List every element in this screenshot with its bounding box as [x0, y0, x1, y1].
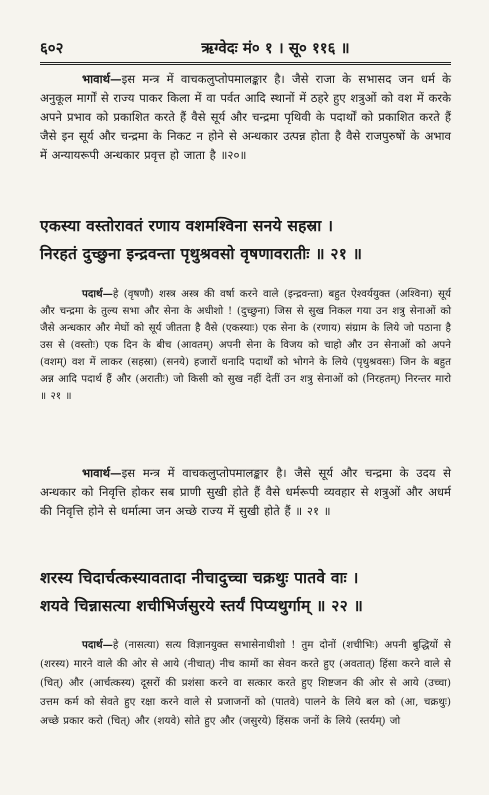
bhavartha-21: [40, 464, 451, 521]
bhavartha-20: [40, 70, 451, 165]
header-rule: [40, 62, 451, 65]
bhavartha-text: इस मन्त्र में वाचकलुप्तोपमालङ्कार है। जैसे सूर्य और चन्द्रमा के उदय से अन्धकार को निवृत्ति होकर सब प्राणी सुखी होते हैं वैसे धर्मरूपी व्यवहार से शत्रुओं और अधर्म की निवृत्ति होने से धर्मात्मा जन अच्छे राज्य में सुखी होते हैं ॥ २१ ॥: [40, 466, 451, 518]
padartha-label: पदार्थ—: [82, 288, 113, 300]
bhavartha-label: भावार्थ—: [82, 72, 122, 86]
mantra-21-line-2: निरहतं दुच्छुना इन्द्रवन्ता पृथुश्रवसो वृषणावरातीः ॥ २१ ॥: [40, 244, 363, 263]
padartha-21: [40, 286, 451, 405]
bhavartha-label: भावार्थ—: [82, 466, 122, 480]
running-title: ऋग्वेदः मं० १ । सू० ११६ ॥: [201, 39, 350, 57]
page-header: [40, 38, 451, 60]
mantra-21-line-1: एकस्या वस्तोरावतं रणाय वशमश्विना सनये सहस्रा ।: [40, 216, 334, 235]
bhavartha-text: इस मन्त्र में वाचकलुप्तोपमालङ्कार है। जैसे राजा के सभासद जन धर्म के अनुकूल मार्गों से राज्य पाकर किला में वा पर्वत आदि स्थानों में ठहरे हुए शत्रुओं को वश में करके अपने प्रभाव को प्रकाशित करते हैं वैसे सूर्य और चन्द्रमा पृथिवी के पदार्थों को प्रकाशित करते हैं जैसे इन सूर्य और चन्द्रमा के निकट न होने से अन्धकार उत्पन्न होता है वैसे राजपुरुषों के अभाव में अन्यायरूपी अन्धकार प्रवृत्त हो जाता है ॥२०॥: [40, 72, 451, 162]
page-number: ६०२: [40, 39, 64, 57]
padartha-22: [40, 636, 451, 731]
mantra-22-line-1: शरस्य चिदार्चत्कस्यावतादा नीचादुच्चा चक्रथुः पातवे वाः ।: [40, 568, 359, 587]
padartha-label: पदार्थ—: [82, 639, 113, 651]
padartha-text: हे (वृषणौ) शस्त्र अस्त्र की वर्षा करने वाले (इन्द्रवन्ता) बहुत ऐश्वर्ययुक्त (अश्विना) सूर्य और चन्द्रमा के तुल्य सभा और सेना के अधीशो ! (दुच्छुना) जिस से सुख निकल गया उन शत्रु सेनाओं को जैसे अन्धकार और मेघों को सूर्य जीतता है वैसे (एकस्याः) एक सेना के (रणाय) संग्राम के लिये जो पठाना है उस से (वस्तोः) एक दिन के बीच (आवतम्) अपनी सेना के विजय को चाहो और उन सेनाओं को अपने (वशम्) वश में लाकर (सहस्रा) (सनये) हजारों धनादि पदार्थों को भोगने के लिये (पृथुश्रवसः) जिन के बहुत अन्न आदि पदार्थ हैं और (अरातीः) जो किसी को सुख नहीं देतीं उन शत्रु सेनाओं को (निरहतम्) निरन्तर मारो ॥ २१ ॥: [40, 288, 451, 402]
padartha-text: हे (नासत्या) सत्य विज्ञानयुक्त सभासेनाधीशो ! तुम दोनों (शचीभिः) अपनी बुद्धियों से (शरस्य) मारने वाले की ओर से आये (नीचात्) नीच कामों का सेवन करते हुए (अवतात्) हिंसा करने वाले से (चित्) और (आर्चत्कस्य) दूसरों की प्रशंसा करने वा सत्कार करते हुए शिष्टजन की ओर से आये (उच्चा) उत्तम कर्म को सेवते हुए रक्षा करने वाले से प्रजाजनों को (पातवे) पालने के लिये बल को (आ, चक्रथुः) अच्छे प्रकार करो (चित्) और (शयवे) सोते हुए और (जसुरये) हिंसक जनों के लिये (स्तर्यम्) जो: [40, 639, 451, 727]
mantra-22-line-2: शयवे चिन्नासत्या शचीभिर्जसुरये स्तर्यं पिप्यथुर्गाम् ॥ २२ ॥: [40, 596, 364, 615]
